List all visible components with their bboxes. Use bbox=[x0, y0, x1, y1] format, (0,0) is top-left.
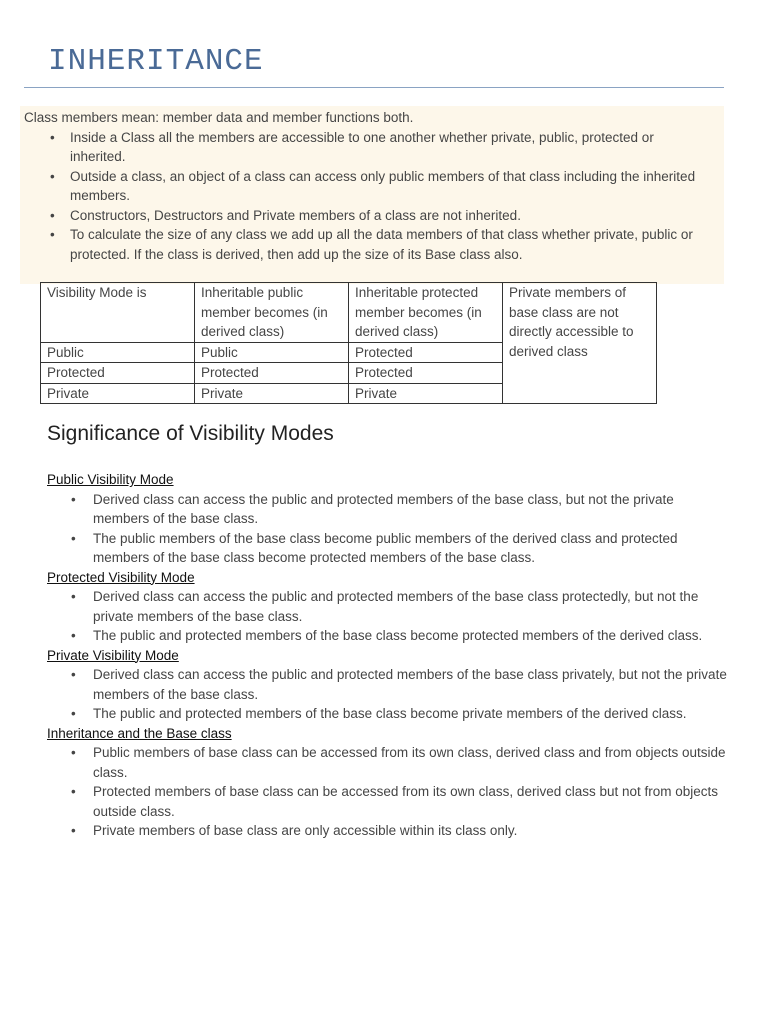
list-item: • Private members of base class are only accessible within its class only. bbox=[47, 821, 727, 841]
protected-mode-list bbox=[47, 587, 727, 646]
note-bullet: • To calculate the size of any class we add up all the data members of that class whether private, public or protected. If the class is derived, then add up the size of its Base class also. bbox=[24, 225, 724, 264]
table-cell: Private bbox=[41, 383, 195, 404]
list-item: • Protected members of base class can be accessed from its own class, derived class but not from objects outside class. bbox=[47, 782, 727, 821]
table-header-cell: Inheritable public member becomes (in derived class) bbox=[195, 283, 349, 343]
note-bullet: • Constructors, Destructors and Private members of a class are not inherited. bbox=[24, 206, 724, 226]
table-cell: Protected bbox=[349, 363, 503, 384]
private-mode-list bbox=[47, 665, 727, 724]
section-heading: Significance of Visibility Modes bbox=[47, 422, 334, 445]
table-header-cell: Inheritable protected member becomes (in derived class) bbox=[349, 283, 503, 343]
class-members-note bbox=[20, 106, 724, 284]
note-bullet: • Inside a Class all the members are accessible to one another whether private, public, protected or inherited. bbox=[24, 128, 724, 167]
note-bullet-list bbox=[24, 128, 724, 265]
table-cell: Private bbox=[349, 383, 503, 404]
table-cell: Protected bbox=[195, 363, 349, 384]
title-divider bbox=[24, 87, 724, 88]
list-item: • The public members of the base class become public members of the derived class and protected members of the base class become protected members of the base class. bbox=[47, 529, 727, 568]
list-item: • Derived class can access the public and protected members of the base class protectedly, but not the private members of the base class. bbox=[47, 587, 727, 626]
list-item: • The public and protected members of the base class become private members of the derived class. bbox=[47, 704, 727, 724]
list-item: • Derived class can access the public and protected members of the base class privately, but not the private members of the base class. bbox=[47, 665, 727, 704]
list-item: • Public members of base class can be accessed from its own class, derived class and from objects outside class. bbox=[47, 743, 727, 782]
note-bullet: • Outside a class, an object of a class can access only public members of that class including the inherited members. bbox=[24, 167, 724, 206]
list-item: • The public and protected members of the base class become protected members of the derived class. bbox=[47, 626, 727, 646]
table-cell: Protected bbox=[349, 342, 503, 363]
table-header-row bbox=[41, 283, 657, 343]
base-class-title: Inheritance and the Base class bbox=[47, 725, 232, 741]
list-item: • Derived class can access the public and protected members of the base class, but not the private members of the base class. bbox=[47, 490, 727, 529]
visibility-sections bbox=[47, 470, 727, 841]
note-intro: Class members mean: member data and member functions both. bbox=[24, 110, 414, 125]
protected-mode-title: Protected Visibility Mode bbox=[47, 569, 195, 585]
public-mode-title: Public Visibility Mode bbox=[47, 472, 174, 487]
visibility-mode-table bbox=[40, 282, 657, 404]
table-header-cell: Visibility Mode is bbox=[41, 283, 195, 343]
table-cell: Public bbox=[41, 342, 195, 363]
table-side-note: Private members of base class are not directly accessible to derived class bbox=[503, 283, 657, 404]
page-title: INHERITANCE bbox=[48, 44, 264, 79]
public-mode-list bbox=[47, 490, 727, 568]
table-cell: Private bbox=[195, 383, 349, 404]
table-cell: Public bbox=[195, 342, 349, 363]
private-mode-title: Private Visibility Mode bbox=[47, 647, 179, 663]
base-class-list bbox=[47, 743, 727, 841]
table-cell: Protected bbox=[41, 363, 195, 384]
